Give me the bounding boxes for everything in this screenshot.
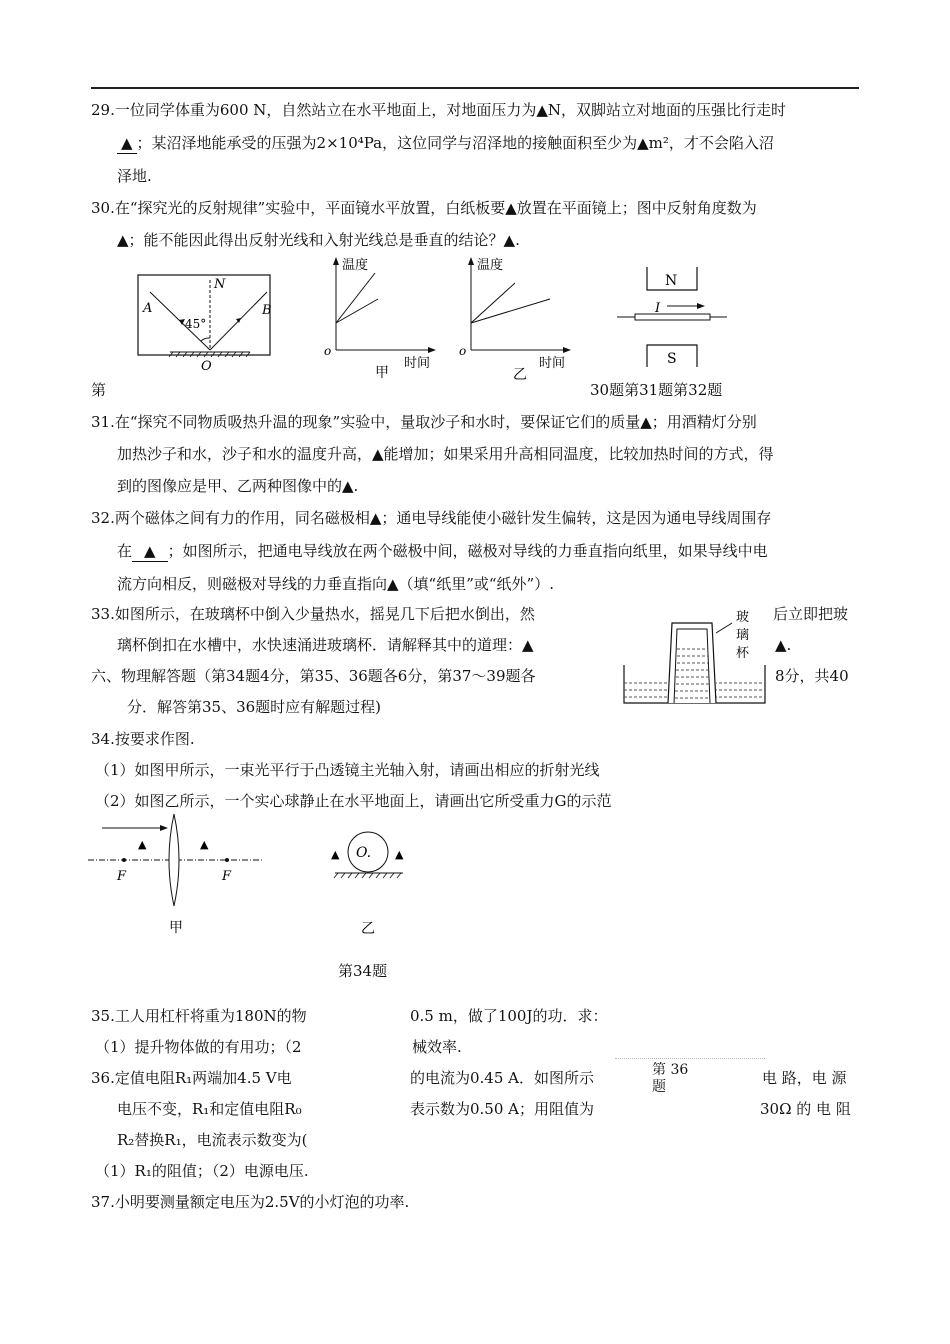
q36-caption-2: 题	[652, 1079, 666, 1095]
q33-line1a: 33.如图所示，在玻璃杯中倒入少量热水，摇晃几下后把水倒出，然	[91, 605, 535, 623]
q36-line2c: 30Ω 的 电 阻	[760, 1100, 851, 1118]
fig31-yi-caption: 乙	[513, 367, 527, 383]
q36-line1c: 电 路，电 源	[762, 1069, 847, 1087]
sec6-line2: 分．解答第35、36题时应有解题过程)	[127, 698, 382, 716]
fig30-label-o: O	[201, 359, 212, 374]
q35-line2b: 械效率.	[412, 1038, 462, 1056]
q35-line1b: 0.5 m，做了100J的功．求：	[410, 1007, 608, 1025]
q30-line1: 30.在“探究光的反射规律”实验中，平面镜水平放置，白纸板要▲放置在平面镜上；图中反射角度数为	[91, 199, 757, 217]
fig34-label-f1: F	[117, 869, 127, 884]
fig31-jia-origin: o	[324, 344, 332, 358]
fig34-ball-tri-left: ▲	[331, 848, 340, 861]
fig31-jia-caption: 甲	[375, 365, 389, 381]
fig31-yi-ylabel: 温度	[477, 258, 504, 273]
fig34-label-f2: F	[222, 869, 232, 884]
fig34-ball-diagram	[325, 825, 415, 935]
q32-line2-prefix: 在	[117, 542, 133, 560]
caption-row-right: 30题第31题第32题	[590, 381, 723, 399]
q35-line1a: 35.工人用杠杆将重为180N的物	[91, 1007, 307, 1025]
q31-line2: 加热沙子和水，沙子和水的温度升高，▲能增加；如果采用升高相同温度，比较加热时间的方式，得	[117, 445, 774, 463]
fig30-label-angle: 45°	[185, 317, 207, 331]
fig33-label-1: 玻	[736, 610, 750, 625]
fig34-caption-jia: 甲	[169, 920, 183, 936]
fig31-jia-xlabel: 时间	[404, 356, 431, 371]
q31-line1: 31.在“探究不同物质吸热升温的现象”实验中，量取沙子和水时，要保证它们的质量▲；用酒精灯分别	[91, 413, 757, 431]
q33-line2b: ▲.	[775, 636, 792, 654]
q37-line1: 37.小明要测量额定电压为2.5V的小灯泡的功率.	[91, 1193, 410, 1211]
top-rule	[91, 87, 859, 89]
fig31-yi-origin: o	[459, 344, 467, 358]
q32-line2	[117, 541, 768, 562]
q32-line3: 流方向相反，则磁极对导线的力垂直指向▲（填“纸里”或“纸外”）.	[117, 575, 554, 593]
fig34-caption-yi: 乙	[361, 921, 375, 937]
q36-line1b: 的电流为0.45 A．如图所示	[410, 1069, 594, 1087]
fig34-tri-right: ▲	[200, 838, 209, 851]
fig30-label-n: N	[214, 277, 226, 292]
fig33-label-3: 杯	[736, 646, 750, 661]
q36-line1a: 36.定值电阻R₁两端加4.5 V电	[91, 1069, 292, 1087]
sec6-line1b: 8分，共40	[775, 667, 849, 685]
fig30-label-a: A	[143, 301, 153, 316]
q34-line3: （2）如图乙所示，一个实心球静止在水平地面上，请画出它所受重力G的示范	[95, 792, 612, 810]
q32-blank: ▲	[132, 541, 168, 562]
q32-line1: 32.两个磁体之间有力的作用，同名磁极相▲；通电导线能使小磁针发生偏转，这是因为通电导线周围存	[91, 509, 772, 527]
fig30-reflection-diagram	[135, 270, 275, 374]
q36-line2b: 表示数为0.50 A；用阻值为	[410, 1100, 594, 1118]
fig31-yi-xlabel: 时间	[539, 356, 566, 371]
q29-line2-text: ；某沼泽地能承受的压强为2×10⁴Pa，这位同学与沼泽地的接触面积至少为▲m²，才不会陷入沼	[136, 134, 774, 152]
q36-line2a: 电压不变，R₁和定值电阻R₀	[117, 1100, 302, 1118]
q30-line2: ▲；能不能因此得出反射光线和入射光线总是垂直的结论？▲.	[117, 231, 520, 249]
fig32-magnet-diagram	[615, 265, 735, 375]
fig33-label-2: 璃	[736, 628, 750, 643]
fig31-jia-ylabel: 温度	[342, 258, 369, 273]
fig34-lens-diagram	[88, 810, 268, 935]
q33-line2a: 璃杯倒扣在水槽中，水快速涌进玻璃杯．请解释其中的道理：▲	[117, 636, 534, 654]
fig31-graph-yi	[455, 255, 585, 383]
fig34-ball-tri-right: ▲	[395, 848, 404, 861]
fig34-tri-left: ▲	[138, 838, 147, 851]
q29-blank: ▲	[117, 133, 137, 154]
q36-line3: R₂替换R₁，电流表示数变为(	[117, 1131, 308, 1149]
q32-line2-text: ；如图所示，把通电导线放在两个磁极中间，磁极对导线的力垂直指向纸里，如果导线中电	[167, 542, 768, 560]
fig33-glass-diagram	[620, 605, 770, 705]
q36-line4: （1）R₁的阻值；（2）电源电压.	[95, 1162, 309, 1180]
q36-caption-1: 第 36	[652, 1062, 689, 1078]
fig34-caption: 第34题	[338, 962, 388, 980]
fig32-label-s: S	[667, 351, 677, 367]
q36-figure-edge	[615, 1058, 765, 1059]
q29-line1: 29.一位同学体重为600 N，自然站立在水平地面上，对地面压力为▲N，双脚站立对地面的压强比行走时	[91, 101, 787, 119]
q31-line3: 到的图像应是甲、乙两种图像中的▲.	[117, 477, 359, 495]
fig32-label-n: N	[665, 273, 678, 289]
q34-line2: （1）如图甲所示，一束光平行于凸透镜主光轴入射，请画出相应的折射光线	[95, 761, 600, 779]
caption-row-left: 第	[91, 381, 107, 399]
fig32-label-i: I	[655, 301, 661, 316]
fig31-graph-jia	[320, 255, 450, 380]
fig34-ball-center: O.	[356, 845, 372, 861]
q29-line3: 泽地.	[117, 167, 152, 185]
sec6-line1a: 六、物理解答题（第34题4分，第35、36题各6分，第37～39题各	[91, 667, 536, 685]
q33-line1b: 后立即把玻	[773, 605, 849, 623]
q29-line2	[117, 133, 774, 154]
fig30-label-b: B	[262, 303, 272, 318]
q35-line2a: （1）提升物体做的有用功；（2	[95, 1038, 302, 1056]
q34-line1: 34.按要求作图.	[91, 730, 195, 748]
